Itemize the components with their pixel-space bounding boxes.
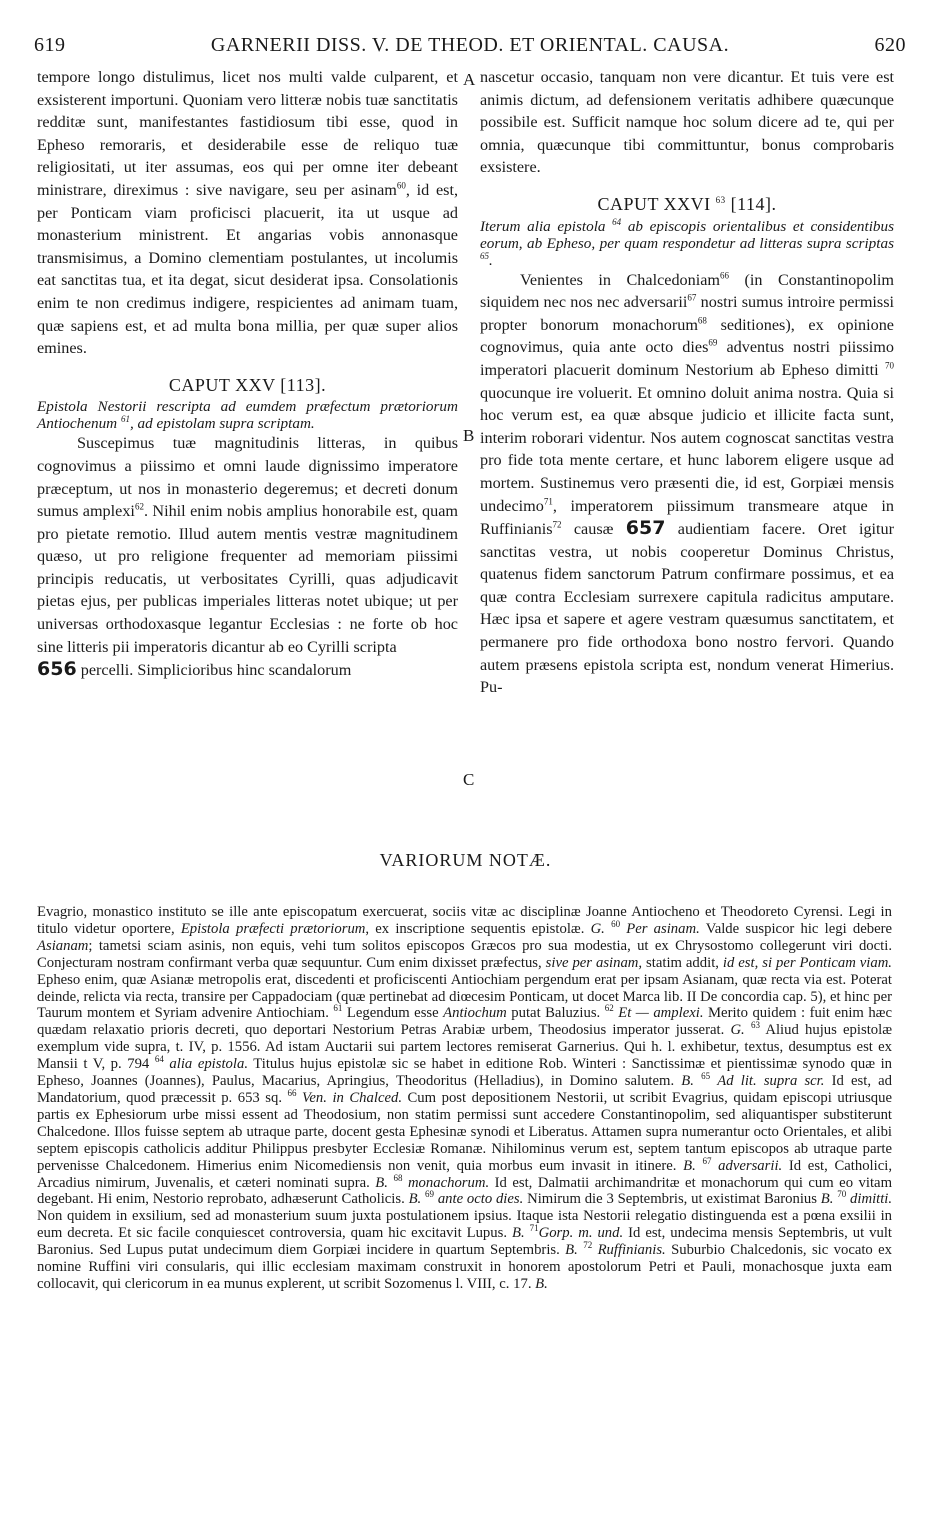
column-number-656: 656 xyxy=(37,658,77,681)
footnote-ref: 61 xyxy=(120,414,130,425)
text: statim addit, xyxy=(642,954,723,971)
text: nostri sumus introire permissi propter bonorum monachorum xyxy=(480,293,895,334)
author-initial: B. xyxy=(375,1174,388,1191)
text: Titulus hujus epistolæ sic se habet in editione Rob. Winteri : Sanctissimæ et pientissimæ synodo quæ in Epheso, Joannes (Joannes), Paulus, Macarius, Apringius, Theodoritus (Helladius), in Domino salutem. xyxy=(37,1056,893,1090)
author-initial: B. xyxy=(535,1275,548,1292)
lemma: dimitti. xyxy=(850,1191,893,1208)
italic-text: Epistola præfecti prætoriorum xyxy=(180,920,366,937)
footnote-ref: 62 xyxy=(134,501,144,512)
footnote-ref: 63 xyxy=(715,194,726,205)
lemma: monachorum. xyxy=(407,1174,490,1191)
chapter-summary-26 xyxy=(480,218,894,269)
author-initial: B. xyxy=(683,1157,696,1174)
footnote-ref: 67 xyxy=(687,292,697,303)
footnote-ref: 71 xyxy=(543,496,553,507)
text: (in Constantinopolim siquidem nec nos nec adversarii xyxy=(480,270,895,312)
note-number: 70 xyxy=(837,1189,847,1200)
italic-text: id est, si per Ponticam viam. xyxy=(722,954,892,971)
text: tempore longo distulimus, licet nos multi valde culparent, et exsisterent importuni. Quoniam vero litteræ nobis tuæ sanctitatis redditæ sunt, manifestantes fastidiosum tibi esse, quod in Epheso remoraris, et desiderabile esse de reliquo tuæ religiositati, ut iter assumas, eos qui per omne iter debeant ministrare, direximus : sive navigare, seu per asinam xyxy=(37,68,458,199)
text: Nimirum die 3 Septembris, ut existimat Baronius xyxy=(523,1191,821,1208)
lemma: Et — amplexi. xyxy=(618,1005,704,1022)
text: Id est, ad Mandatorium, quod præcessit p. 653 sq. xyxy=(37,1073,893,1106)
lemma: alia epistola. xyxy=(169,1056,248,1073)
page-number-right: 620 xyxy=(874,34,906,56)
note-number: 71 xyxy=(529,1223,539,1234)
text: CAPUT XXVI xyxy=(597,193,711,214)
chapter-heading-25: CAPUT XXV [113]. xyxy=(168,374,327,395)
note-number: 69 xyxy=(425,1189,435,1200)
right-paragraph-1 xyxy=(480,66,894,179)
text: seditiones), ex opinione cognovimus, quia ante octo dies xyxy=(480,315,894,357)
text: , imperatorem piissimum transmeare atque in Ruffinianis xyxy=(480,496,894,539)
note-number: 60 xyxy=(611,919,621,930)
text: Cum post depositionem Nestorii, ut scribit Evagrius, quidam episcopi utriusque partis ex Ephesiorum urbe missi essent ad Theodosium, non statim permissi sunt accedere Constantinopolim, sed aliquantisper substiterunt Chalcedone. Illos fuisse septem ab utraque parte, docent gesta Ephesinæ synodi et Liberatus. Attamen supra numerantur octo Orientales, et alibi septem episcopis catholicis additur Philippus presbyter Ecclesiæ Romanæ. Nihilominus verum est, septem tantum episcopos ab utraque parte pervenisse Chalcedonem. Himerius enim Nicomediensis non venit, quia morbus eum invasit in itinere. xyxy=(37,1089,893,1174)
lemma: Ad lit. supra scr. xyxy=(717,1073,825,1090)
note-number: 66 xyxy=(287,1088,297,1099)
text: percelli. Simplicioribus hinc scandalorum xyxy=(80,661,352,680)
author-initial: B. xyxy=(408,1191,422,1208)
footnote-ref: 60 xyxy=(396,180,406,191)
footnote-ref: 64 xyxy=(612,216,622,227)
author-initial: B. xyxy=(820,1191,834,1208)
note-number: 72 xyxy=(583,1240,593,1251)
text: Suscepimus tuæ magnitudinis litteras, in quibus cognovimus a piissimo et omni laude dignissimo imperatore præceptum, ut nos in monasterio degeremus; et decreti donum sumus amplexi xyxy=(37,434,458,521)
lemma: Gorp. m. und. xyxy=(538,1225,624,1242)
left-paragraph-2 xyxy=(37,432,458,682)
text: putat Baluzius. xyxy=(506,1005,605,1022)
chapter-summary-25 xyxy=(37,398,458,432)
author-initial: G. xyxy=(730,1022,745,1039)
left-paragraph-1 xyxy=(37,66,458,360)
text: [114]. xyxy=(730,193,777,214)
text: . xyxy=(489,251,493,269)
note-number: 68 xyxy=(393,1172,403,1183)
text: nascetur occasio, tanquam non vere dicantur. Et tuis vere est animis dictum, ad defensionem veritatis adhibere quæcunque possibile est. Sufficit namque hoc solum dicere ad te, qui per omnia, quæcunque tibi committuntur, bonus comprobaris exsistere. xyxy=(480,68,894,177)
page-header xyxy=(34,34,906,62)
note-number: 63 xyxy=(750,1020,760,1031)
margin-letter-a: A xyxy=(463,70,476,89)
running-title: GARNERII DISS. V. DE THEOD. ET ORIENTAL. CAUSA. xyxy=(210,34,730,56)
text: Evagrio, monastico instituto se ille ante episcopatum exercuerat, sociis vitæ ac disciplinæ Joanne Antiocheno et Theodoreto Cyrensi. Legi in titulo videtur oportere, xyxy=(37,904,892,937)
variorum-notes xyxy=(37,904,892,1293)
lemma: adversarii. xyxy=(718,1157,783,1174)
text: Venientes in Chalcedoniam xyxy=(520,270,721,289)
text: ab episcopis orientalibus et considentibus eorum, ab Epheso, per quam respondetur ad litteras supra scriptas xyxy=(480,217,895,252)
right-paragraph-2 xyxy=(480,269,894,699)
notes-text xyxy=(37,904,892,1293)
text: Id est, undecima mensis Septembris, ut vult Baronius. Sed Lupus putat undecimum diem Gorpiæi incidere in quartum Septembris. xyxy=(37,1225,893,1259)
text: Valde suspicor hic legi debere xyxy=(699,920,893,937)
footnote-ref: 72 xyxy=(552,519,562,530)
chapter-heading-26 xyxy=(480,193,894,216)
italic-text: sive per asinam, xyxy=(545,954,643,971)
italic-text: Antiochum xyxy=(443,1005,507,1022)
note-number: 67 xyxy=(702,1155,712,1166)
page-number-left: 619 xyxy=(34,34,66,56)
text: , ad epistolam supra scriptam. xyxy=(129,415,315,433)
lemma: Ruffinianis. xyxy=(597,1242,666,1259)
lemma: Per asinam. xyxy=(626,920,700,937)
text: Epheso enim, quæ Asianæ metropolis erat, discedenti et proficiscenti Antiochiam pergendum erat per ipsam Asianam, quæ recta via est. Poterat deinde, relicta via recta, transire per Cappadociam (quæ pertinebat ad diœcesim Ponticam, ut docet Marca lib. II De concordia cap. 5), et hinc per Taurum montem et Syriam advenire Antiochiam. xyxy=(37,971,892,1022)
text: Non quidem in exsilium, sed ad monasterium suum juxta postulationem ipsius. Itaque ista Nestorii relegatio distinguenda est a pœna exsilii in eum decreta. Et sic facile conquiescet controversia, quam hic excitavit Lupus. xyxy=(37,1208,892,1242)
text: audientiam facere. Oret igitur sanctitas vestra, ut nobis cooperetur Dominus Christus, quatenus fidem sanctorum Patrum confirmare possimus, et ea quæ contra Ecclesiam surrexere capitula radicitus amputare. Hæc ipsa et sapere et agere vestram quæsumus sanctitatem, et permanere pro fide orthodoxa bono nostro fervori. Quando autem præsens epistola scripta est, nondum venerat Himerius. Pu- xyxy=(480,520,895,697)
text: quocunque ire voluerit. Et omnino doluit anima nostra. Quia si hoc verum est, ea quæ absque judicio et illicite facta sunt, interim roborari videntur. Nos autem cognoscat sanctitas vestra pro fide tota mente certare, et hunc laborem eligere usque ad mortem. Sustinemus vero præsenti die, id est, Gorpiæi mensis undecimo xyxy=(480,383,894,515)
lemma: ante octo dies. xyxy=(437,1191,524,1208)
author-initial: G. xyxy=(590,920,605,937)
right-column xyxy=(480,66,894,699)
note-number: 64 xyxy=(154,1054,164,1065)
text: ; tametsi sciam asinis, non equis, vehi tum solitos episcopos Græcos pro sua modestia, ut ex Chrysostomo collegerunt viri docti. Conjecturam nostram confirmant verba quæ sequuntur. Cum enim dixisset præfectus, xyxy=(37,937,892,971)
footnote-ref: 70 xyxy=(885,360,895,371)
footnote-ref: 69 xyxy=(708,337,718,348)
left-column xyxy=(37,66,458,682)
italic-text: Asianam xyxy=(37,937,89,954)
text: Legendum esse xyxy=(342,1005,444,1022)
column-number-657: 657 xyxy=(625,517,666,540)
note-number: 65 xyxy=(701,1071,711,1082)
author-initial: B. xyxy=(681,1073,694,1090)
text: Id est, Catholici, Arcadius nimirum, Juvenalis, et cæteri nominati supra. xyxy=(37,1157,892,1191)
text: Id est, Dalmatii archimandritæ et monachorum qui cum eo vitam degebant. Hi enim, Nestorio reprobato, adhæserunt Catholicis. xyxy=(37,1174,892,1208)
text: Epistola Nestorii rescripta ad eumdem præfectum prætoriorum Antiochenum xyxy=(37,398,458,433)
text: Aliud hujus epistolæ exemplum vide supra, t. IV, p. 1556. Ad istam Auctarii sui partem lectores remiserat Garnerius. Qui h. l. exhibetur, textus, desumptus est ex Mansii t V, p. 794 xyxy=(37,1022,893,1073)
lemma: Ven. in Chalced. xyxy=(302,1089,402,1106)
text: Iterum alia epistola xyxy=(480,217,606,235)
margin-letter-b: B xyxy=(463,426,475,445)
note-number: 61 xyxy=(333,1003,343,1014)
text: Merito quidem : fuit enim hæc quædam relaxatio prioris decreti, quo deportari Nestorium Petras Arabiæ urbem, Theodosius imperator jusserat. xyxy=(37,1005,893,1039)
text: . Nihil enim nobis amplius honorabile est, quam pro pietate remotio. Illud autem mentis vestræ magnitudinem quæso, ut pro religione frequenter ad memoriam piissimi principis reducatis, ut verbositates Cyrilli, quas adjudicavit pietas ejus, per publicas imperiales litteras notet ubique; ut per universas orthodoxasque legantur Ecclesias : ne forte ob hoc sine litteris pii imperatoris dicantur ab eo Cyrilli scripta xyxy=(37,502,458,656)
text: Suburbio Chalcedonis, sic vocato ex nomine Ruffini viri consularis, qui illic ecclesiam maximam construxit in honorem apostolorum Petri et Pauli, monachosque juxta eam collocavit, qui clericorum in ea munus explerent, ut scribit Sozomenus l. VIII, c. 17. xyxy=(37,1242,893,1292)
footnote-ref: 66 xyxy=(720,270,730,281)
text: , id est, per Ponticam viam proficisci placuerit, ita ut usque ad monasterium ministrent. Et angarias vobis annonasque transmisimus, a Domino clementiam postulantes, ut incolumis eat sanctitas tua, et ita degat, sicut desiderat ipsa. Consolationis enim te non credimus indigere, respicientes ad animam tuam, quæ sapiens est, et ad multa bona millia, per quæ super alios emines. xyxy=(37,180,458,358)
note-number: 62 xyxy=(604,1003,614,1014)
text: adventus nostri piissimo imperatori placuerit dominum Nestorium ab Epheso dimitti xyxy=(480,338,894,379)
footnote-ref: 65 xyxy=(480,250,489,261)
margin-letter-c: C xyxy=(463,770,475,789)
notes-heading: VARIORUM NOTÆ. xyxy=(379,850,552,870)
author-initial: B. xyxy=(511,1225,525,1242)
text: , ex inscriptione sequentis epistolæ. xyxy=(365,920,591,937)
author-initial: B. xyxy=(565,1242,578,1259)
footnote-ref: 68 xyxy=(697,315,707,326)
text: causæ xyxy=(573,520,614,539)
